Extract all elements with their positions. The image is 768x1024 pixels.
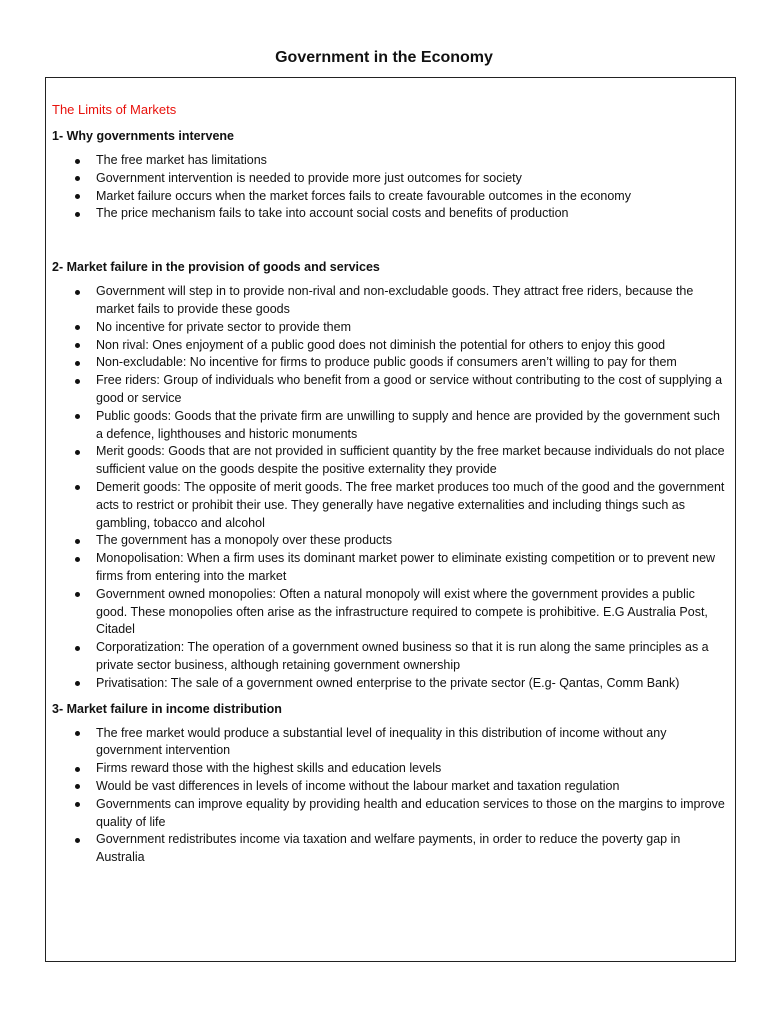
- list-item-text: Non-excludable: No incentive for firms to produce public goods if consumers aren’t willing to pay for them: [96, 355, 677, 370]
- list-item-text: Corporatization: The operation of a government owned business so that it is run along the same principles as a private sector business, although retaining government ownership: [96, 640, 709, 672]
- list-item-text: Market failure occurs when the market forces fails to create favourable outcomes in the economy: [96, 188, 631, 203]
- bullet-icon: [75, 325, 80, 330]
- bullet-icon: [75, 767, 80, 772]
- bullet-icon: [75, 485, 80, 490]
- list-item: [96, 188, 727, 206]
- section-why-governments-intervene: [52, 128, 727, 223]
- bullet-icon: [75, 159, 80, 164]
- list-item: [96, 639, 727, 675]
- bullet-icon: [75, 194, 80, 199]
- list-item-text: Government owned monopolies: Often a natural monopoly will exist where the government provides a public good. These monopolies often arise as the infrastructure required to compete is prohibitive. E.G Australia Post, Citadel: [96, 586, 708, 637]
- list-item: [96, 725, 727, 761]
- bullet-list: [52, 283, 727, 692]
- list-item: [96, 337, 727, 355]
- list-item: [96, 586, 727, 639]
- list-item-text: Firms reward those with the highest skills and education levels: [96, 761, 442, 776]
- bullet-icon: [75, 681, 80, 686]
- spacer: [52, 223, 727, 259]
- list-item-text: Free riders: Group of individuals who benefit from a good or service without contributing to the cost of supplying a good or service: [96, 373, 723, 405]
- list-item-text: Would be vast differences in levels of income without the labour market and taxation regulation: [96, 778, 620, 793]
- bullet-icon: [75, 838, 80, 843]
- list-item: [96, 319, 727, 337]
- list-item: [96, 170, 727, 188]
- list-item: [96, 152, 727, 170]
- list-item-text: No incentive for private sector to provide them: [96, 319, 351, 334]
- list-item: [96, 443, 727, 479]
- list-item: [96, 532, 727, 550]
- bullet-icon: [75, 212, 80, 217]
- list-item: [96, 831, 727, 867]
- section-heading: 2- Market failure in the provision of goods and services: [52, 260, 380, 275]
- bullet-icon: [75, 450, 80, 455]
- bullet-icon: [75, 414, 80, 419]
- bullet-list: [52, 725, 727, 867]
- list-item: [96, 408, 727, 444]
- list-item: [96, 550, 727, 586]
- section-heading: 3- Market failure in income distribution: [52, 701, 282, 716]
- list-item: [96, 354, 727, 372]
- section-provision-of-goods: [52, 259, 727, 692]
- bullet-icon: [75, 343, 80, 348]
- bullet-icon: [75, 646, 80, 651]
- list-item-text: Demerit goods: The opposite of merit goods. The free market produces too much of the good and the government acts to restrict or prohibit their use. They generally have negative externalities and including things such as gambling, tobacco and alcohol: [96, 479, 725, 530]
- content-box: [45, 77, 736, 962]
- list-item-text: The free market would produce a substantial level of inequality in this distribution of income without any government intervention: [96, 725, 667, 758]
- bullet-icon: [75, 176, 80, 181]
- section-subtitle: The Limits of Markets: [52, 102, 177, 117]
- bullet-icon: [75, 802, 80, 807]
- bullet-icon: [75, 784, 80, 789]
- list-item: [96, 479, 727, 532]
- list-item: [96, 796, 727, 832]
- bullet-icon: [75, 731, 80, 736]
- list-item-text: Governments can improve equality by providing health and education services to those on the margins to improve quality of life: [96, 796, 725, 829]
- content-body: [52, 102, 727, 867]
- list-item-text: Government will step in to provide non-rival and non-excludable goods. They attract free riders, because the market fails to provide these goods: [96, 284, 694, 316]
- list-item-text: The free market has limitations: [96, 153, 267, 167]
- section-heading: 1- Why governments intervene: [52, 129, 234, 143]
- list-item-text: Merit goods: Goods that are not provided in sufficient quantity by the free market because individuals do not place sufficient value on the goods despite the positive externality they provide: [96, 444, 725, 477]
- bullet-icon: [75, 379, 80, 384]
- list-item: [96, 760, 727, 778]
- bullet-list: [52, 152, 727, 223]
- spacer: [52, 693, 727, 701]
- bullet-icon: [75, 539, 80, 544]
- list-item: [96, 205, 727, 223]
- list-item-text: Privatisation: The sale of a government owned enterprise to the private sector (E.g- Qantas, Comm Bank): [96, 675, 680, 690]
- list-item-text: Non rival: Ones enjoyment of a public good does not diminish the potential for others to enjoy this good: [96, 337, 666, 352]
- list-item-text: Government intervention is needed to provide more just outcomes for society: [96, 170, 522, 185]
- list-item-text: Public goods: Goods that the private firm are unwilling to supply and hence are provided by the government such a defence, lighthouses and historic monuments: [96, 408, 720, 441]
- section-income-distribution: [52, 701, 727, 867]
- list-item: [96, 283, 727, 319]
- bullet-icon: [75, 557, 80, 562]
- list-item-text: Monopolisation: When a firm uses its dominant market power to eliminate existing competition or to prevent new firms from entering into the market: [96, 551, 716, 583]
- list-item-text: The price mechanism fails to take into account social costs and benefits of production: [96, 206, 569, 221]
- bullet-icon: [75, 592, 80, 597]
- list-item: [96, 778, 727, 796]
- list-item-text: Government redistributes income via taxation and welfare payments, in order to reduce the poverty gap in Australia: [96, 832, 681, 865]
- bullet-icon: [75, 290, 80, 295]
- list-item: [96, 675, 727, 693]
- document-title: Government in the Economy: [275, 49, 493, 66]
- list-item-text: The government has a monopoly over these products: [96, 533, 393, 548]
- bullet-icon: [75, 361, 80, 366]
- list-item: [96, 372, 727, 408]
